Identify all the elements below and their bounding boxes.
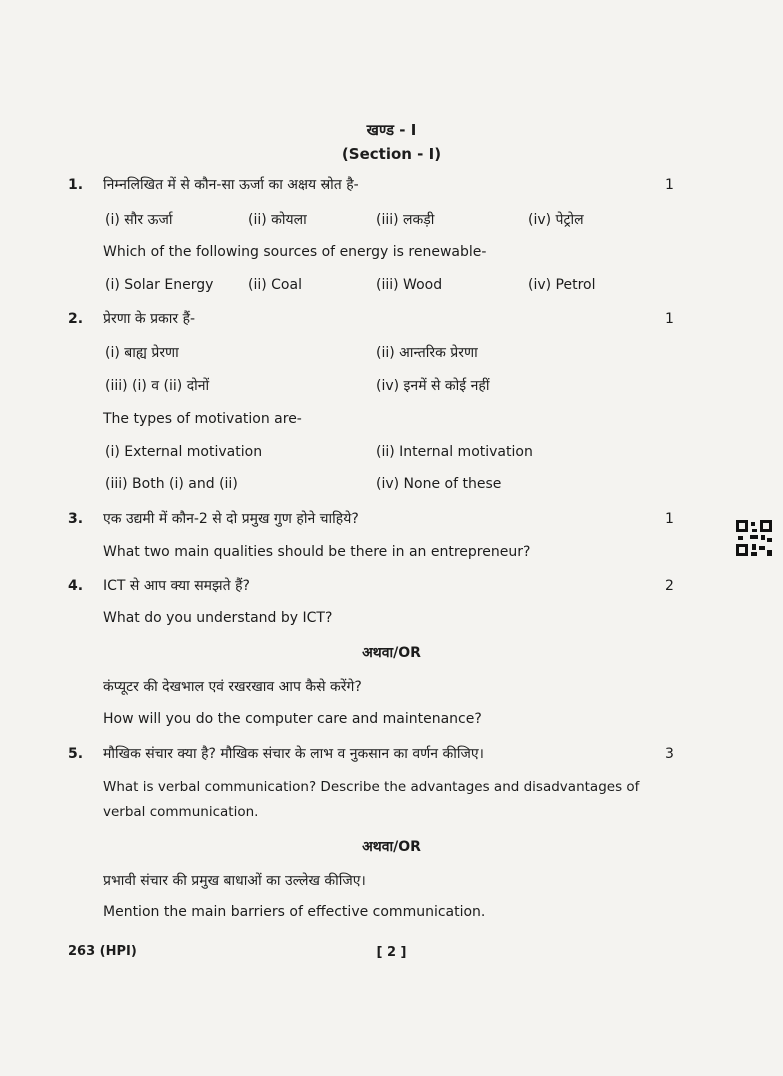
q3-number: 3. — [68, 511, 84, 527]
q1-en-opt-4: (iv) Petrol — [528, 277, 596, 293]
section-title-english: (Section - I) — [341, 145, 442, 163]
page-number: [ 2 ] — [376, 945, 407, 960]
q1-hi-opt-3: (iii) लकड़ी — [376, 212, 435, 228]
section-title-hindi: खण्ड - I — [366, 121, 417, 139]
q4-marks: 2 — [665, 578, 674, 594]
q5-alt-english: Mention the main barriers of effective communication. — [103, 904, 486, 920]
q2-hi-opt-1: (i) बाह्य प्रेरणा — [105, 345, 179, 361]
q5-alt-hindi: प्रभावी संचार की प्रमुख बाधाओं का उल्लेख कीजिए। — [103, 873, 366, 889]
q1-en-opt-1: (i) Solar Energy — [105, 277, 214, 293]
q1-number: 1. — [68, 177, 84, 193]
q1-hi-opt-4: (iv) पेट्रोल — [528, 212, 584, 228]
q1-en-opt-2: (ii) Coal — [248, 277, 302, 293]
q2-marks: 1 — [665, 311, 674, 327]
q1-en-opt-3: (iii) Wood — [376, 277, 443, 293]
q2-hi-opt-4: (iv) इनमें से कोई नहीं — [376, 378, 490, 394]
q5-number: 5. — [68, 746, 84, 762]
q5-or-divider: अथवा/OR — [362, 839, 421, 855]
q2-english: The types of motivation are- — [103, 411, 302, 427]
q2-number: 2. — [68, 311, 84, 327]
q1-hi-opt-2: (ii) कोयला — [248, 212, 307, 228]
q5-english-line2: verbal communication. — [103, 804, 259, 820]
q2-hindi: प्रेरणा के प्रकार हैं- — [103, 311, 196, 327]
q1-english: Which of the following sources of energy is renewable- — [103, 244, 487, 260]
q4-alt-english: How will you do the computer care and maintenance? — [103, 711, 482, 727]
q2-en-opt-3: (iii) Both (i) and (ii) — [105, 476, 238, 492]
q4-hindi: ICT से आप क्या समझते हैं? — [103, 578, 250, 594]
q2-en-opt-4: (iv) None of these — [376, 476, 502, 492]
q1-marks: 1 — [665, 177, 674, 193]
q2-hi-opt-2: (ii) आन्तरिक प्रेरणा — [376, 345, 478, 361]
q4-or-divider: अथवा/OR — [362, 645, 421, 661]
q1-hi-opt-1: (i) सौर ऊर्जा — [105, 212, 173, 228]
q3-marks: 1 — [665, 511, 674, 527]
q4-english: What do you understand by ICT? — [103, 610, 333, 626]
q3-english: What two main qualities should be there in an entrepreneur? — [103, 544, 531, 560]
qr-code — [736, 520, 772, 556]
q5-hindi: मौखिक संचार क्या है? मौखिक संचार के लाभ व नुकसान का वर्णन कीजिए। — [103, 746, 484, 762]
q4-number: 4. — [68, 578, 84, 594]
q5-marks: 3 — [665, 746, 674, 762]
q1-hindi: निम्नलिखित में से कौन-सा ऊर्जा का अक्षय स्रोत है- — [103, 177, 359, 193]
q3-hindi: एक उद्यमी में कौन-2 से दो प्रमुख गुण होने चाहिये? — [103, 511, 359, 527]
q2-hi-opt-3: (iii) (i) व (ii) दोनों — [105, 378, 210, 394]
q2-en-opt-2: (ii) Internal motivation — [376, 444, 533, 460]
paper-code: 263 (HPI) — [68, 944, 137, 959]
q4-alt-hindi: कंप्यूटर की देखभाल एवं रखरखाव आप कैसे करेंगे? — [103, 679, 362, 695]
q2-en-opt-1: (i) External motivation — [105, 444, 263, 460]
q5-english-line1: What is verbal communication? Describe the advantages and disadvantages of — [103, 779, 640, 795]
